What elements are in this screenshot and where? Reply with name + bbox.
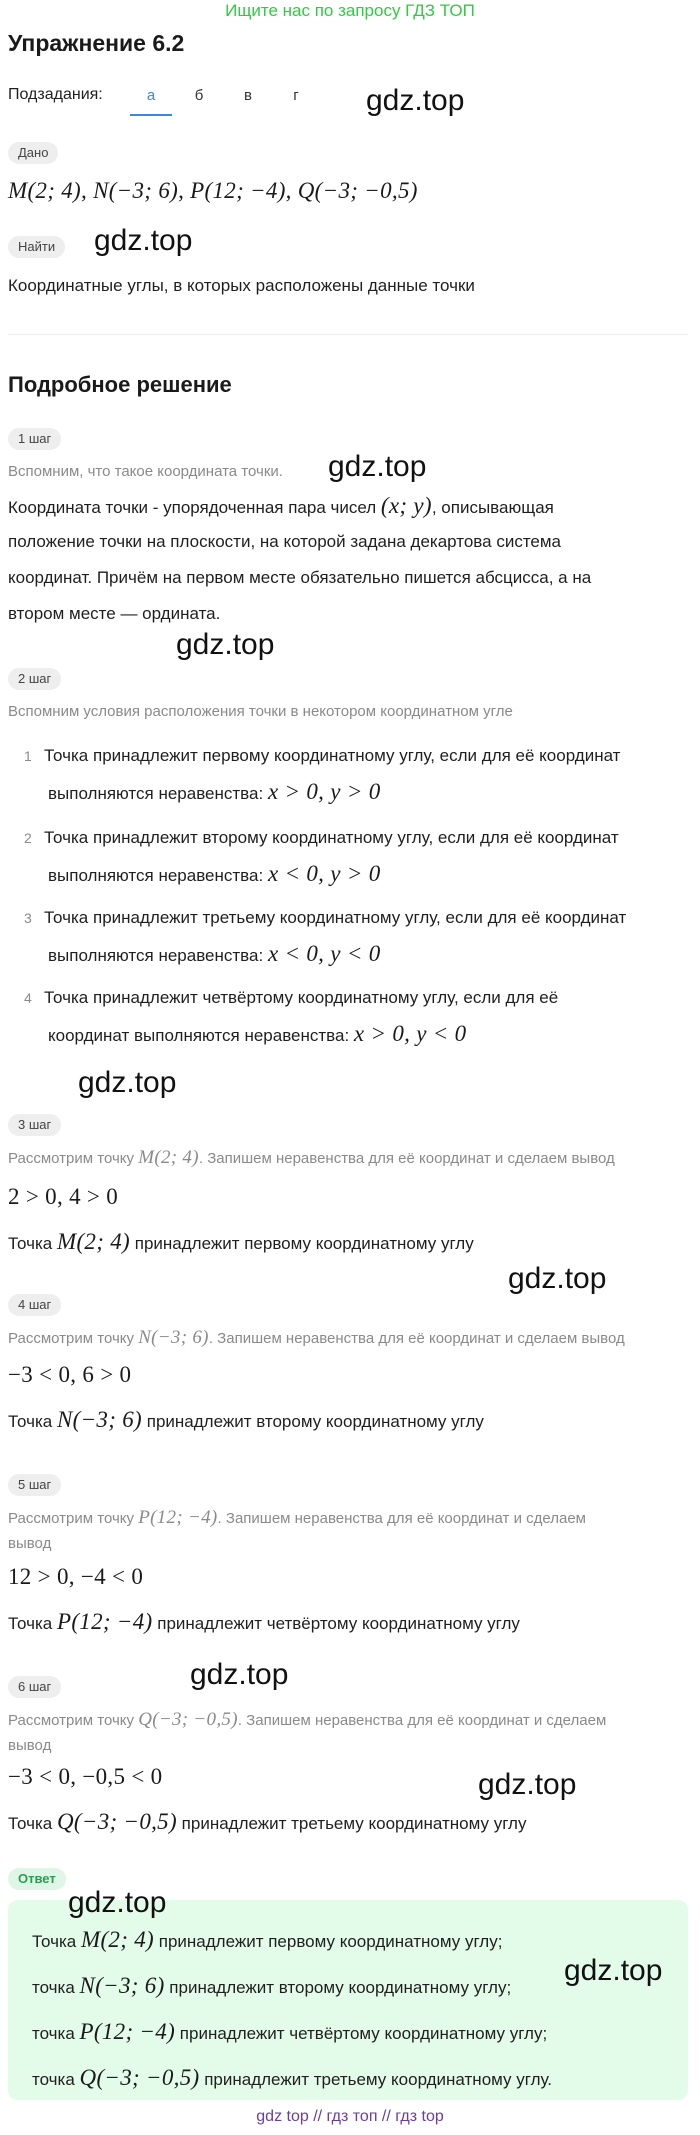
list-number: 1 xyxy=(24,748,32,764)
conclusion: Точка Q(−3; −0,5) принадлежит третьему координатному углу xyxy=(8,1809,527,1834)
tab-g[interactable]: г xyxy=(293,87,299,104)
step-badge: 1 шаг xyxy=(8,428,61,450)
footer-links[interactable]: gdz top // гдз топ // гдз top xyxy=(256,2108,444,2125)
answer-line: Точка M(2; 4) принадлежит первому координатному углу; xyxy=(32,1927,503,1952)
inequalities: −3 < 0, 6 > 0 xyxy=(8,1362,132,1387)
list-number: 4 xyxy=(24,990,32,1006)
list-item: координат выполняются неравенства: x > 0, y < 0 xyxy=(48,1021,467,1046)
step-text: Координата точки - упорядоченная пара чисел (x; y), описывающая xyxy=(8,493,554,518)
step-badge: 3 шаг xyxy=(8,1114,61,1136)
watermark: gdz.top xyxy=(328,450,427,483)
watermark: gdz.top xyxy=(478,1768,577,1801)
answer-line: точка Q(−3; −0,5) принадлежит третьему координатному углу. xyxy=(32,2065,553,2090)
watermark: gdz.top xyxy=(366,84,465,117)
step-badge: 2 шаг xyxy=(8,668,61,690)
watermark: gdz.top xyxy=(68,1886,167,1919)
step-hint: Рассмотрим точку M(2; 4). Запишем неравенства для её координат и сделаем вывод xyxy=(8,1147,615,1168)
watermark: gdz.top xyxy=(508,1262,607,1295)
list-item: Точка принадлежит четвёртому координатному углу, если для её xyxy=(44,988,559,1007)
tab-v[interactable]: в xyxy=(244,87,252,104)
list-item: выполняются неравенства: x < 0, y < 0 xyxy=(48,941,381,966)
watermark: gdz.top xyxy=(564,1954,663,1987)
conclusion: Точка P(12; −4) принадлежит четвёртому координатному углу xyxy=(8,1609,520,1634)
step-hint: Вспомним, что такое координата точки. xyxy=(8,463,283,480)
list-number: 2 xyxy=(24,830,32,846)
watermark: gdz.top xyxy=(78,1066,177,1099)
inequalities: 12 > 0, −4 < 0 xyxy=(8,1564,144,1589)
step-badge: 4 шаг xyxy=(8,1294,61,1316)
conclusion: Точка N(−3; 6) принадлежит второму координатному углу xyxy=(8,1407,484,1432)
tab-b[interactable]: б xyxy=(194,87,204,104)
step-hint: Рассмотрим точку N(−3; 6). Запишем неравенства для её координат и сделаем вывод xyxy=(8,1327,625,1348)
list-item: Точка принадлежит второму координатному углу, если для её координат xyxy=(44,828,619,847)
tab-a[interactable]: а xyxy=(146,87,156,104)
answer-line: точка N(−3; 6) принадлежит второму координатному углу; xyxy=(32,1973,512,1998)
given-points: M(2; 4), N(−3; 6), P(12; −4), Q(−3; −0,5) xyxy=(8,178,418,203)
step-hint: вывод xyxy=(8,1737,52,1754)
given-badge: Дано xyxy=(8,142,58,164)
step-hint: Рассмотрим точку P(12; −4). Запишем неравенства для её координат и сделаем xyxy=(8,1507,586,1528)
inequalities: 2 > 0, 4 > 0 xyxy=(8,1184,119,1209)
find-text: Координатные углы, в которых расположены данные точки xyxy=(8,276,475,295)
step-text: положение точки на плоскости, на которой задана декартова система xyxy=(8,532,562,551)
watermark: gdz.top xyxy=(94,224,193,257)
list-item: выполняются неравенства: x < 0, y > 0 xyxy=(48,861,381,886)
divider xyxy=(8,334,688,335)
list-number: 3 xyxy=(24,910,32,926)
page-title: Упражнение 6.2 xyxy=(8,30,185,56)
list-item: Точка принадлежит первому координатному углу, если для её координат xyxy=(44,746,621,765)
step-hint: Вспомним условия расположения точки в некотором координатном угле xyxy=(8,703,513,720)
list-item: выполняются неравенства: x > 0, y > 0 xyxy=(48,779,381,804)
step-text: втором месте — ордината. xyxy=(8,604,221,623)
step-badge: 5 шаг xyxy=(8,1474,61,1496)
step-hint: вывод xyxy=(8,1535,52,1552)
active-tab-indicator xyxy=(130,114,172,116)
list-item: Точка принадлежит третьему координатному углу, если для её координат xyxy=(44,908,627,927)
step-text: координат. Причём на первом месте обязательно пишется абсцисса, а на xyxy=(8,568,592,587)
step-hint: Рассмотрим точку Q(−3; −0,5). Запишем неравенства для её координат и сделаем xyxy=(8,1709,607,1730)
find-badge: Найти xyxy=(8,236,65,258)
subtasks-label: Подзадания: xyxy=(8,86,103,103)
answer-badge: Ответ xyxy=(8,1868,66,1890)
solution-title: Подробное решение xyxy=(8,372,232,397)
inequalities: −3 < 0, −0,5 < 0 xyxy=(8,1764,163,1789)
watermark: gdz.top xyxy=(190,1658,289,1691)
step-badge: 6 шаг xyxy=(8,1676,61,1698)
search-banner: Ищите нас по запросу ГДЗ ТОП xyxy=(225,1,475,20)
answer-line: точка P(12; −4) принадлежит четвёртому координатному углу; xyxy=(32,2019,548,2044)
watermark: gdz.top xyxy=(176,628,275,661)
conclusion: Точка M(2; 4) принадлежит первому координатному углу xyxy=(8,1229,474,1254)
